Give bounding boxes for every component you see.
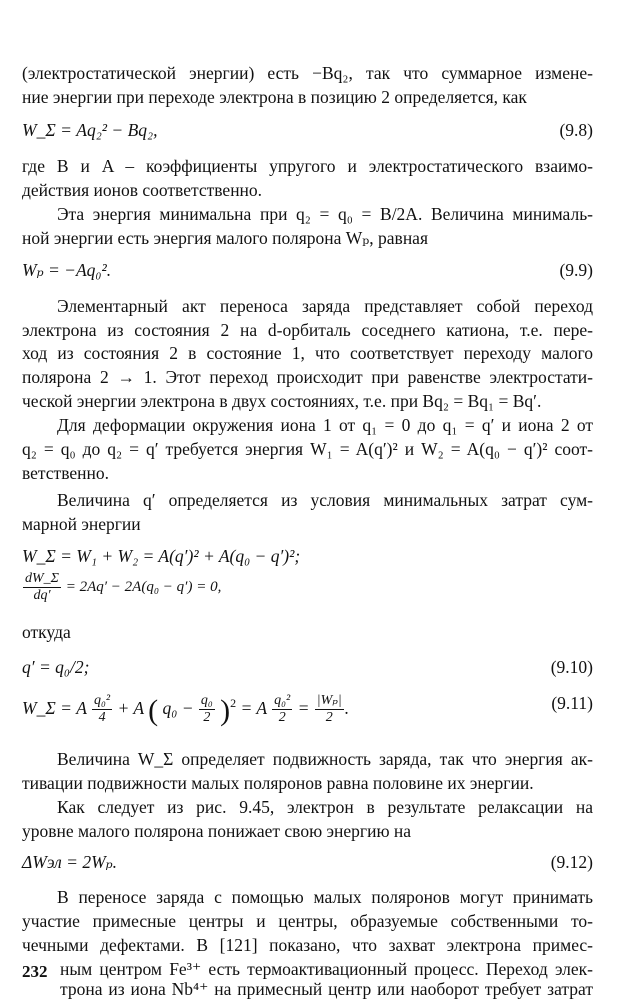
fraction-numerator: q₀² (274, 693, 291, 709)
exponent: 2 (230, 696, 237, 710)
text-line: Величина W_Σ определяет подвижность заряда, так что энергия ак- (57, 749, 593, 769)
text-line: уровне малого полярона понижает свою энергию на (22, 821, 412, 841)
fraction-numerator: q₀ (200, 693, 213, 709)
equation-part: q₀ − (162, 697, 194, 718)
text-line: Элементарный акт переноса заряда представляет собой переход (57, 296, 593, 316)
equation-number: (9.11) (551, 693, 593, 713)
equation-expression: Wₚ = −Aq₀². (22, 260, 112, 280)
fraction-denominator: 2 (203, 710, 211, 726)
text-line: ным центром Fe³⁺ есть термоактивационный процесс. Переход элек- (60, 959, 593, 979)
equation-part: W_Σ = A (22, 697, 87, 718)
right-paren: ) (220, 693, 231, 727)
fraction-denominator: 2 (325, 710, 333, 726)
text-line: В переносе заряда с помощью малых поляронов могут принимать (57, 887, 593, 907)
text-line: откуда (22, 622, 71, 642)
equation-number: (9.8) (559, 120, 593, 140)
fraction-denominator: 4 (98, 710, 106, 726)
equation-expression: W_Σ = W₁ + W₂ = A(q′)² + A(q₀ − q′)²; (22, 546, 301, 566)
text-line: q₂ = q₀ до q₂ = q′ требуется энергия W₁ = A(q′)² и W₂ = A(q₀ − q′)² соот- (22, 439, 593, 459)
text-line: полярона 2 → 1. Этот переход происходит при равенстве электростати- (22, 367, 593, 387)
text-line: Величина q′ определяется из условия минимальных затрат сум- (57, 490, 593, 510)
fraction-denominator: 2 (278, 710, 286, 726)
equation-derivative (22, 569, 593, 613)
text-line: ход из состояния 2 в состояние 1, что соответствует переходу малого (22, 343, 593, 363)
text-line: тивации подвижности малых поляронов равна половине их энергии. (22, 773, 534, 793)
text-line: электрона из состояния 2 на d-орбиталь соседнего катиона, т.е. пере- (22, 320, 593, 340)
equation-part: = (297, 697, 310, 718)
text-line: ной энергии есть энергия малого полярона Wₚ, равная (22, 228, 428, 248)
equation-expression: = 2Aq′ − 2A(q₀ − q′) = 0, (65, 578, 222, 595)
equation-9-9 (22, 259, 593, 299)
text-line: Эта энергия минимальна при q₂ = q₀ = B/2A. Величина минималь- (57, 204, 593, 224)
text-line: трона из иона Nb⁴⁺ на примесный центр или наоборот требует затрат (60, 979, 593, 999)
equation-expression: W_Σ = Aq₂² − Bq₂, (22, 120, 158, 140)
fraction-numerator: |Wₚ| (316, 693, 342, 709)
text-line: участие примесные центры и центры, образуемые собственными то- (22, 911, 593, 931)
text-line: действия ионов соответственно. (22, 180, 263, 200)
equation-expression: q′ = q₀/2; (22, 657, 90, 677)
text-line: ческой энергии электрона в двух состояниях, т.е. при Bq₂ = Bq₁ = Bq′. (22, 391, 542, 411)
equation-number: (9.10) (550, 657, 593, 677)
text-line: ветственно. (22, 463, 109, 483)
equation-expression: ΔWэл = 2Wₚ. (22, 852, 118, 872)
equation-part: = A (240, 697, 267, 718)
text-line: чечными дефектами. В [121] показано, что захват электрона примес- (22, 935, 593, 955)
equation-part: . (344, 697, 350, 718)
equation-9-8 (22, 119, 593, 159)
equation-number: (9.12) (550, 852, 593, 872)
text-line: где B и A – коэффициенты упругого и электростатического взаимо- (22, 156, 593, 176)
text-line: (электростатической энергии) есть −Bq₂, так что суммарное измене- (22, 63, 593, 83)
text-line: Как следует из рис. 9.45, электрон в результате релаксации на (57, 797, 593, 817)
left-paren: ( (148, 693, 159, 727)
text-line: Для деформации окружения иона 1 от q₁ = 0 до q₁ = q′ и иона 2 от (57, 415, 593, 435)
fraction-denominator: dq′ (33, 588, 51, 603)
fraction-numerator: dW_Σ (25, 571, 59, 586)
text-line: ние энергии при переходе электрона в позицию 2 определяется, как (22, 87, 527, 107)
equation-part: + A (117, 697, 144, 718)
equation-9-12 (22, 851, 593, 891)
equation-9-11 (22, 680, 593, 730)
page-number: 232 (22, 962, 48, 981)
fraction-numerator: q₀² (94, 693, 111, 709)
text-line: марной энергии (22, 514, 141, 534)
equation-number: (9.9) (559, 260, 593, 280)
